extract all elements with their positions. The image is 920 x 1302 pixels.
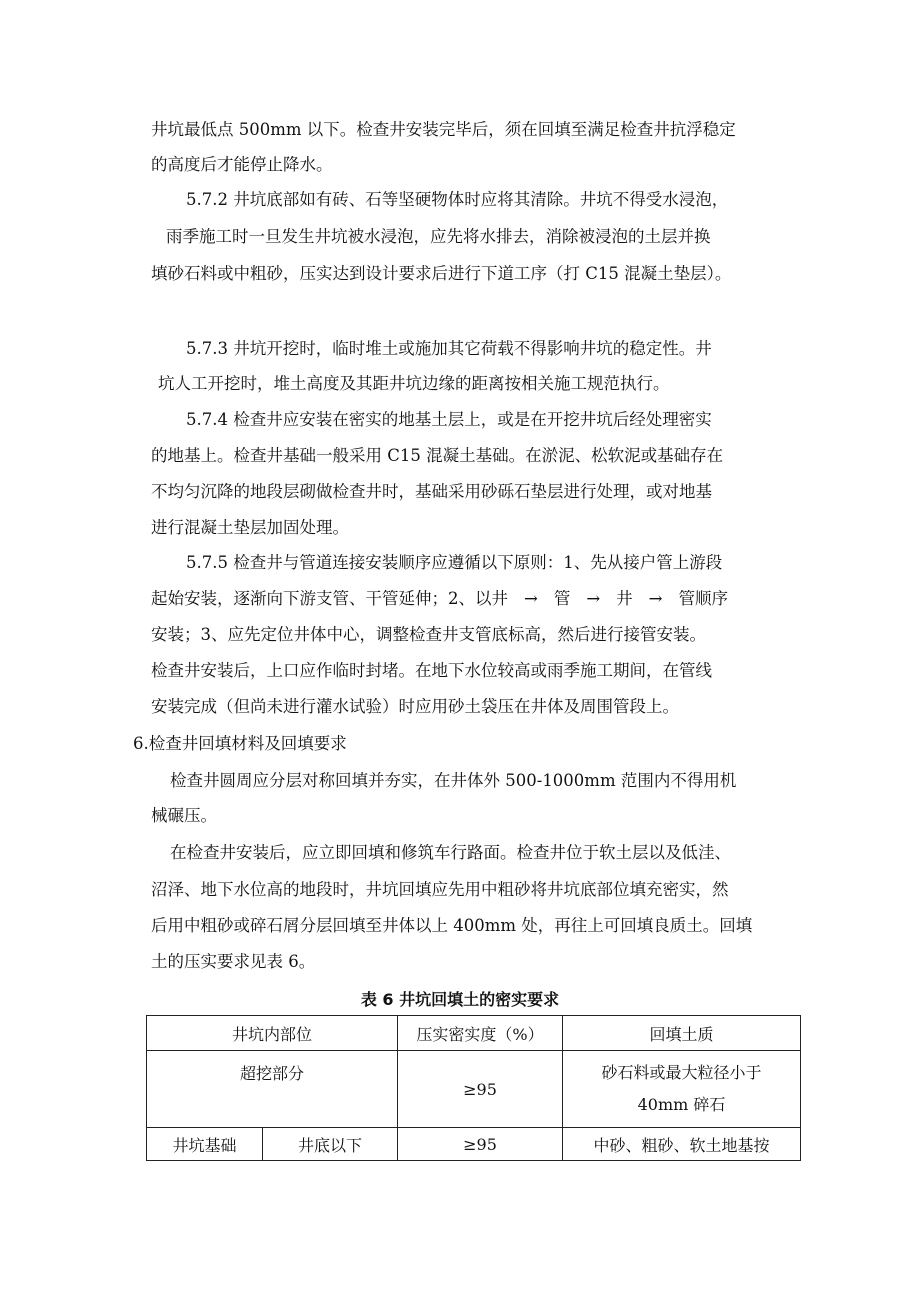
para-5-7-3-line-2: 坑人工开挖时，堆土高度及其距井坑边缘的距离按相关施工规范执行。 — [158, 374, 670, 393]
para-7-line-3: 后用中粗砂或碎石屑分层回填至井体以上 400mm 处，再往上可回填良质土。回填 — [151, 916, 753, 935]
arrow-icon: → — [524, 589, 538, 608]
para-5-7-4-line-1: 5.7.4 检查井应安装在密实的地基土层上，或是在开挖井坑后经处理密实 — [186, 410, 712, 429]
cell-overexcavation: 超挖部分 — [147, 1051, 398, 1128]
cell-soil — [563, 1051, 801, 1128]
arrow-icon: → — [586, 589, 601, 608]
para-1-line-1: 井坑最低点 500mm 以下。检查井安装完毕后，须在回填至满足检查井抗浮稳定 — [151, 120, 736, 139]
word-well: 井 — [616, 589, 633, 608]
header-soil: 回填土质 — [563, 1016, 801, 1051]
table-row — [147, 1128, 801, 1161]
para-6-line-2: 械碾压。 — [151, 806, 217, 825]
para-5-7-5-line-5: 安装完成（但尚未进行灌水试验）时应用砂土袋压在井体及周围管段上。 — [151, 697, 679, 716]
table-row — [147, 1051, 801, 1128]
cell-density: ≥95 — [398, 1051, 563, 1128]
cell-soil-line-1: 砂石料或最大粒径小于 — [601, 1063, 762, 1082]
para-5-7-5-line-2 — [151, 589, 728, 609]
para-5-7-3-line-1: 5.7.3 井坑开挖时，临时堆土或施加其它荷载不得影响井坑的稳定性。井 — [186, 339, 712, 358]
para-5-7-4-line-4: 进行混凝土垫层加固处理。 — [151, 518, 349, 537]
para-5-7-4-line-2: 的地基上。检查井基础一般采用 C15 混凝土基础。在淤泥、松软泥或基础存在 — [151, 446, 724, 465]
table-caption: 表 6 井坑回填土的密实要求 — [360, 990, 560, 1009]
word-pipe: 管 — [553, 589, 571, 608]
cell-below-bottom: 井底以下 — [263, 1128, 398, 1161]
cell-density: ≥95 — [398, 1128, 563, 1161]
para-7-line-4: 土的压实要求见表 6。 — [151, 952, 316, 971]
para-5-7-2-line-2: 雨季施工时一旦发生井坑被水浸泡，应先将水排去，消除被浸泡的土层并换 — [166, 227, 711, 246]
para-5-7-5-line-3: 安装；3、应先定位井体中心，调整检查井支管底标高，然后进行接管安装。 — [151, 625, 706, 644]
header-density: 压实密实度（%） — [398, 1016, 563, 1051]
cell-soil: 中砂、粗砂、软土地基按 — [563, 1128, 801, 1161]
para-6-line-1: 检查井圆周应分层对称回填并夯实，在井体外 500-1000mm 范围内不得用机 — [170, 771, 737, 790]
para-5-7-2-line-3: 填砂石料或中粗砂，压实达到设计要求后进行下道工序（打 C15 混凝土垫层）。 — [151, 264, 732, 283]
para-1-line-2: 的高度后才能停止降水。 — [151, 155, 333, 174]
table-header-row — [147, 1016, 801, 1051]
header-part: 井坑内部位 — [147, 1016, 398, 1051]
line-2-text: 起始安装，逐渐向下游支管、干管延伸；2、以井 — [151, 589, 508, 608]
para-7-line-1: 在检查井安装后，应立即回填和修筑车行路面。检查井位于软土层以及低洼、 — [170, 843, 731, 862]
para-5-7-5-line-1: 5.7.5 检查井与管道连接安装顺序应遵循以下原则：1、先从接户管上游段 — [186, 553, 723, 572]
para-5-7-5-line-4: 检查井安装后，上口应作临时封堵。在地下水位较高或雨季施工期间，在管线 — [151, 661, 712, 680]
cell-soil-line-2: 40mm 碎石 — [637, 1095, 726, 1114]
cell-foundation: 井坑基础 — [147, 1128, 263, 1161]
section-6-heading: 6.检查井回填材料及回填要求 — [133, 734, 347, 753]
line-2-end: 管顺序 — [678, 589, 728, 608]
para-5-7-2-line-1: 5.7.2 井坑底部如有砖、石等坚硬物体时应将其清除。井坑不得受水浸泡， — [186, 190, 729, 209]
para-7-line-2: 沼泽、地下水位高的地段时，井坑回填应先用中粗砂将井坑底部位填充密实，然 — [151, 880, 729, 899]
arrow-icon: → — [648, 589, 663, 608]
backfill-density-table — [146, 1015, 801, 1161]
para-5-7-4-line-3: 不均匀沉降的地段层砌做检查井时，基础采用砂砾石垫层进行处理，或对地基 — [151, 482, 712, 501]
